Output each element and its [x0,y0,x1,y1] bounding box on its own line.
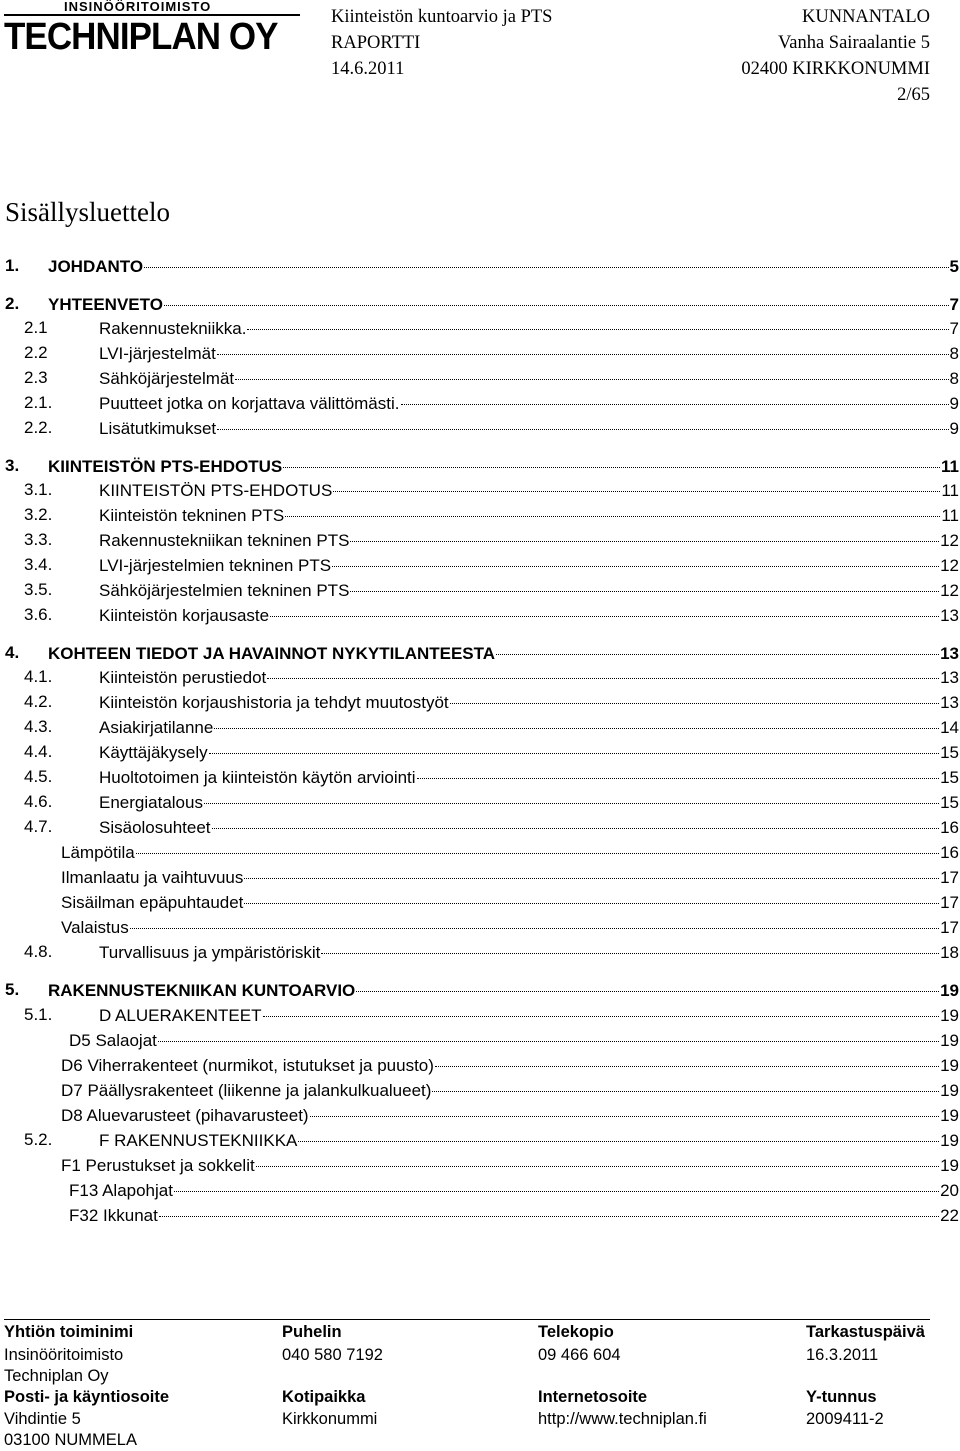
toc-entry[interactable] [0,603,960,627]
toc-entry-number: 5. [5,980,20,999]
toc-entry-page: 19 [940,1056,959,1075]
toc-dot-leader [285,499,940,517]
toc-entry-page: 9 [949,394,959,413]
toc-entry-number: 4.1. [24,667,53,686]
toc-dot-leader [235,362,948,380]
logo-main-text: TECHNIPLAN OY [4,16,278,58]
footer-postal-code: 03100 NUMMELA [4,1431,137,1449]
toc-entry-number: 4.2. [24,692,53,711]
footer-divider [4,1319,930,1320]
toc-entry[interactable] [0,416,960,440]
toc-entry-number: 3.6. [24,605,53,624]
toc-dot-leader [332,549,939,567]
toc-entry-page: 13 [940,606,959,625]
toc-entry-title: F1 Perustukset ja sokkelit [61,1156,255,1175]
toc-entry-number: 4. [5,643,20,662]
toc-dot-leader [217,412,948,430]
toc-entry-page: 12 [940,556,959,575]
toc-entry-title: Sisäilman epäpuhtaudet [61,893,244,912]
toc-entry-number: 3.4. [24,555,53,574]
toc-entry-page: 18 [940,943,959,962]
toc-entry-title: JOHDANTO [48,257,144,276]
toc-entry-page: 19 [940,1081,959,1100]
toc-entry-page: 19 [940,981,959,1000]
toc-entry-title: Huoltotoimen ja kiinteistön käytön arviointi [99,768,416,787]
footer-label-inspection-date: Tarkastuspäivä [806,1323,925,1341]
toc-entry-number: 4.3. [24,717,53,736]
header-page-number: 2/65 [897,85,930,105]
toc-entry-number: 3.1. [24,480,53,499]
toc-entry-page: 12 [940,581,959,600]
toc-dot-leader [417,761,940,779]
toc-entry-page: 11 [941,457,959,476]
toc-entry-page: 19 [940,1131,959,1150]
toc-dot-leader [144,250,948,268]
toc-entry-number: 4.8. [24,942,53,961]
toc-entry-title: Ilmanlaatu ja vaihtuvuus [61,868,244,887]
toc-dot-leader [356,974,939,992]
toc-entry-number: 4.6. [24,792,53,811]
toc-entry-number: 3.3. [24,530,53,549]
toc-entry-page: 13 [940,644,959,663]
toc-dot-leader [450,686,939,704]
toc-entry-page: 16 [940,843,959,862]
toc-entry-page: 14 [940,718,959,737]
toc-dot-leader [298,1124,939,1142]
toc-entry-number: 5.1. [24,1005,53,1024]
footer-fax: 09 466 604 [538,1346,621,1364]
toc-entry[interactable] [0,940,960,964]
toc-entry-title: F RAKENNUSTEKNIIKKA [99,1131,298,1150]
toc-entry-number: 2.1 [24,318,48,337]
toc-entry-title: D ALUERAKENTEET [99,1006,262,1025]
toc-entry-number: 2.2 [24,343,48,362]
footer-street: Vihdintie 5 [4,1410,81,1428]
toc-entry-page: 5 [949,257,959,276]
footer-inspection-date: 16.3.2011 [806,1346,879,1364]
toc-dot-leader [270,599,939,617]
toc-entry-title: Lämpötila [61,843,135,862]
header-site-name: KUNNANTALO [801,7,930,27]
toc-entry-title: RAKENNUSTEKNIIKAN KUNTOARVIO [48,981,356,1000]
toc-entry-page: 19 [940,1106,959,1125]
toc-entry-page: 13 [940,668,959,687]
toc-entry-page: 19 [940,1156,959,1175]
header-report-type: RAPORTTI [331,33,421,53]
toc-entry-page: 7 [949,295,959,314]
toc-dot-leader [310,1099,939,1117]
toc-entry-title: Puutteet jotka on korjattava välittömästi. [99,394,400,413]
toc-dot-leader [130,911,939,929]
toc-dot-leader [263,999,940,1017]
toc-entry-title: Kiinteistön tekninen PTS [99,506,285,525]
toc-entry-title: Sisäolosuhteet [99,818,211,837]
toc-dot-leader [350,524,939,542]
toc-entry-number: 2. [5,294,20,313]
toc-entry-title: Valaistus [61,918,129,937]
toc-dot-leader [136,836,939,854]
header-site-street: Vanha Sairaalantie 5 [777,33,930,53]
toc-entry-title: D6 Viherrakenteet (nurmikot, istutukset ja puusto) [61,1056,434,1075]
toc-entry-title: Energiatalous [99,793,203,812]
toc-dot-leader [267,661,939,679]
toc-dot-leader [209,736,939,754]
toc-entry-page: 17 [940,893,959,912]
header-site-city: 02400 KIRKKONUMMI [741,59,930,79]
toc-entry-number: 2.3 [24,368,48,387]
toc-dot-leader [244,886,939,904]
footer-company-name-1: Insinööritoimisto [4,1346,124,1364]
footer-domicile: Kirkkonummi [282,1410,378,1428]
logo-top-text: INSINÖÖRITOIMISTO [4,0,300,16]
footer-label-company-name: Yhtiön toiminimi [4,1323,134,1341]
toc-entry-page: 22 [940,1206,959,1225]
toc-entry-title: Sähköjärjestelmät [99,369,235,388]
toc-entry-title: KIINTEISTÖN PTS-EHDOTUS [99,481,333,500]
toc-entry-number: 4.7. [24,817,53,836]
toc-dot-leader [214,711,939,729]
footer-business-id: 2009411-2 [806,1410,884,1428]
toc-entry-title: Asiakirjatilanne [99,718,214,737]
footer-phone: 040 580 7192 [282,1346,383,1364]
toc-dot-leader [159,1199,939,1217]
toc-entry-title: LVI-järjestelmien tekninen PTS [99,556,332,575]
toc-entry-title: D8 Aluevarusteet (pihavarusteet) [61,1106,309,1125]
toc-dot-leader [244,861,939,879]
toc-entry-title: LVI-järjestelmät [99,344,216,363]
toc-dot-leader [212,811,940,829]
toc-dot-leader [496,637,939,655]
toc-entry-title: YHTEENVETO [48,295,163,314]
toc-title: Sisällysluettelo [5,197,170,227]
toc-dot-leader [401,387,949,405]
toc-dot-leader [217,337,949,355]
toc-entry-number: 2.2. [24,418,53,437]
toc-entry-number: 3.5. [24,580,53,599]
toc-entry-number: 1. [5,256,20,275]
footer-website-link[interactable]: http://www.techniplan.fi [538,1410,707,1428]
toc-entry-page: 12 [940,531,959,550]
toc-dot-leader [321,936,939,954]
toc-entry-page: 15 [940,743,959,762]
toc-entry-page: 7 [949,319,959,338]
toc-entry-title: F32 Ikkunat [69,1206,158,1225]
toc-entry-page: 11 [941,481,959,500]
toc-entry-page: 19 [940,1031,959,1050]
toc-entry[interactable] [0,254,960,278]
toc-entry-page: 15 [940,793,959,812]
toc-entry-page: 16 [940,818,959,837]
toc-entry-title: D5 Salaojat [69,1031,157,1050]
footer-label-fax: Telekopio [538,1323,614,1341]
toc-dot-leader [350,574,939,592]
toc-entry-number: 3.2. [24,505,53,524]
toc-dot-leader [435,1049,939,1067]
toc-entry-title: KOHTEEN TIEDOT JA HAVAINNOT NYKYTILANTEESTA [48,644,496,663]
toc-entry-title: Turvallisuus ja ympäristöriskit [99,943,321,962]
toc-dot-leader [333,474,940,492]
toc-dot-leader [247,312,948,330]
footer-company-name-2: Techniplan Oy [4,1367,109,1385]
footer-label-domicile: Kotipaikka [282,1388,366,1406]
toc-dot-leader [432,1074,939,1092]
toc-entry-number: 4.4. [24,742,53,761]
toc-dot-leader [283,450,940,468]
toc-entry-number: 2.1. [24,393,53,412]
footer-label-business-id: Y-tunnus [806,1388,877,1406]
footer-label-website: Internetosoite [538,1388,648,1406]
footer-label-phone: Puhelin [282,1323,342,1341]
toc-entry-page: 15 [940,768,959,787]
toc-entry-page: 11 [941,506,959,525]
company-logo [4,0,300,58]
toc-entry-title: Rakennustekniikka. [99,319,247,338]
toc-entry-page: 17 [940,868,959,887]
toc-dot-leader [256,1149,939,1167]
toc-dot-leader [204,786,939,804]
header-report-info [331,4,552,82]
toc-dot-leader [174,1174,939,1192]
toc-entry-number: 4.5. [24,767,53,786]
toc-entry-page: 17 [940,918,959,937]
toc-entry-page: 8 [949,369,959,388]
toc-entry-number: 3. [5,456,20,475]
toc-entry-title: D7 Päällysrakenteet (liikenne ja jalankulkualueet) [61,1081,432,1100]
header-report-date: 14.6.2011 [331,59,405,79]
toc-entry-title: KIINTEISTÖN PTS-EHDOTUS [48,457,283,476]
toc-entry-title: Lisätutkimukset [99,419,217,438]
toc-entry-title: Kiinteistön korjausaste [99,606,270,625]
toc-dot-leader [158,1024,939,1042]
toc-entry[interactable] [0,1203,960,1227]
footer-label-address: Posti- ja käyntiosoite [4,1388,170,1406]
toc-entry-page: 13 [940,693,959,712]
toc-entry-page: 9 [949,419,959,438]
toc-entry-page: 8 [949,344,959,363]
toc-entry-page: 19 [940,1006,959,1025]
header-report-title: Kiinteistön kuntoarvio ja PTS [331,7,553,27]
toc-entry-title: Kiinteistön korjaushistoria ja tehdyt muutostyöt [99,693,449,712]
toc-entry-title: Rakennustekniikan tekninen PTS [99,531,350,550]
toc-entry-title: Sähköjärjestelmien tekninen PTS [99,581,350,600]
toc-entry-title: Kiinteistön perustiedot [99,668,267,687]
toc-entry-number: 5.2. [24,1130,53,1149]
header-site-info [741,4,930,108]
toc-entry-page: 20 [940,1181,959,1200]
toc-dot-leader [164,288,949,306]
toc-entry-title: Käyttäjäkysely [99,743,208,762]
toc-entry-title: F13 Alapohjat [69,1181,173,1200]
